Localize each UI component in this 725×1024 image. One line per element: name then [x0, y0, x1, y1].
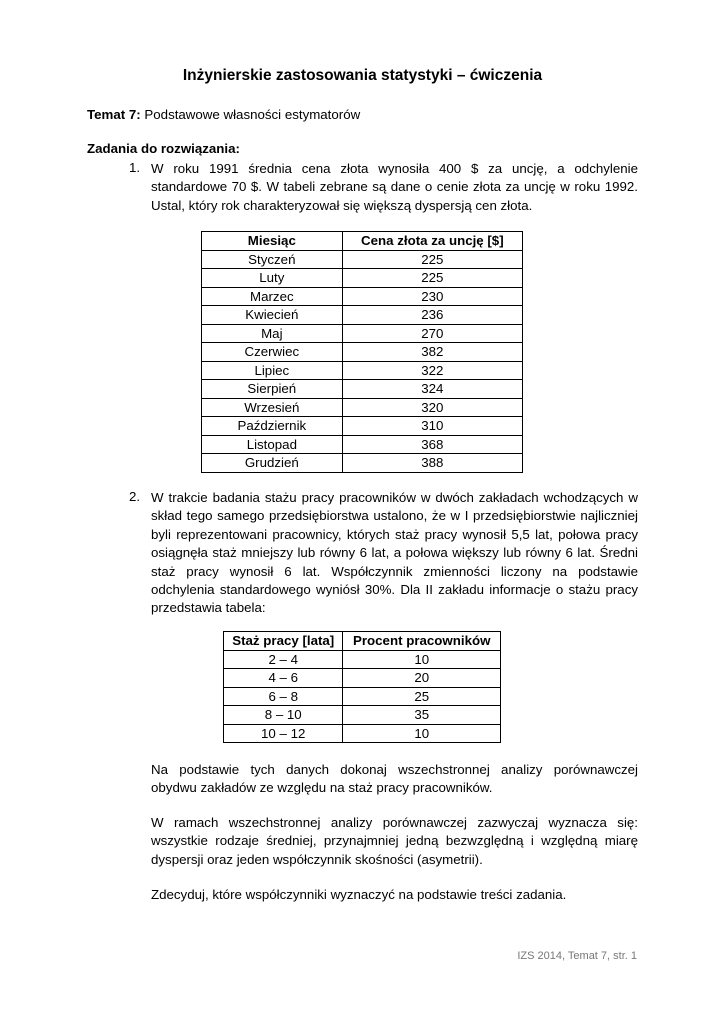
paragraph-line: wszystkie rodzaje średniej, przynajmniej jedną bezwzględną i względną miarę	[151, 833, 638, 849]
month-cell: Sierpień	[202, 380, 343, 399]
month-cell: Lipiec	[202, 361, 343, 380]
month-cell: Październik	[202, 417, 343, 436]
price-cell: 322	[342, 361, 522, 380]
task2-paragraph-analysis	[151, 761, 638, 798]
task2-paragraph-method	[151, 814, 638, 869]
table-row	[202, 250, 523, 269]
percent-cell: 25	[343, 687, 501, 706]
month-cell: Czerwiec	[202, 343, 343, 362]
column-header: Miesiąc	[202, 232, 343, 251]
task1-text	[151, 160, 638, 215]
task2-text	[151, 489, 638, 618]
price-cell: 230	[342, 287, 522, 306]
price-cell: 310	[342, 417, 522, 436]
range-cell: 10 – 12	[224, 724, 343, 743]
column-header: Staż pracy [lata]	[224, 632, 343, 651]
paragraph-line: obydwu zakładów ze względu na staż pracy pracowników.	[151, 780, 493, 796]
task1-line: Ustal, który rok charakteryzował się większą dyspersją cen złota.	[151, 197, 533, 213]
table-row	[202, 361, 523, 380]
task2-line: W trakcie badania stażu pracy pracowników w dwóch zakładach wchodzących w	[151, 490, 638, 505]
price-cell: 225	[342, 269, 522, 288]
table-row	[202, 324, 523, 343]
page-title: Inżynierskie zastosowania statystyki – ćwiczenia	[182, 67, 543, 84]
task1-line: standardowe 70 $. W tabeli zebrane są dane o cenie złota za uncję w roku 1992.	[151, 179, 638, 195]
table-header-row	[224, 632, 501, 651]
percent-cell: 10	[343, 650, 501, 669]
month-cell: Marzec	[202, 287, 343, 306]
work-experience-table	[223, 631, 501, 743]
gold-price-table	[201, 231, 523, 473]
topic-label: Temat 7:	[87, 107, 141, 122]
page-footer: IZS 2014, Temat 7, str. 1	[517, 950, 637, 962]
task1-line: W roku 1991 średnia cena złota wynosiła 400 $ za uncję, a odchylenie	[151, 161, 638, 176]
table-row	[202, 269, 523, 288]
price-cell: 225	[342, 250, 522, 269]
paragraph-line: W ramach wszechstronnej analizy porównawczej zazwyczaj wyznacza się:	[151, 815, 638, 830]
price-cell: 320	[342, 398, 522, 417]
month-cell: Listopad	[202, 435, 343, 454]
task2-line: przedstawia tabela:	[151, 600, 266, 616]
topic-line	[87, 107, 360, 122]
range-cell: 4 – 6	[224, 669, 343, 688]
paragraph-line: dyspersji oraz jeden współczynnik skośności (asymetrii).	[151, 851, 483, 867]
column-header: Cena złota za uncję [$]	[342, 232, 522, 251]
table-row	[202, 417, 523, 436]
month-cell: Luty	[202, 269, 343, 288]
percent-cell: 35	[343, 706, 501, 725]
table-row	[202, 287, 523, 306]
paragraph-line: Na podstawie tych danych dokonaj wszechstronnej analizy porównawczej	[151, 762, 638, 777]
price-cell: 382	[342, 343, 522, 362]
table-row	[224, 650, 501, 669]
range-cell: 8 – 10	[224, 706, 343, 725]
tasks-heading: Zadania do rozwiązania:	[87, 141, 240, 156]
task2-line: odchylenia standardowego wyniósł 30%. Dla II zakładu informacje o stażu pracy	[151, 582, 638, 598]
price-cell: 368	[342, 435, 522, 454]
table-row	[224, 687, 501, 706]
table-row	[224, 706, 501, 725]
table-row	[202, 343, 523, 362]
price-cell: 324	[342, 380, 522, 399]
task2-line: skład tego samego przedsiębiorstwa ustalono, że w I przedsiębiorstwie najliczniej	[151, 508, 638, 524]
task1-number: 1.	[129, 160, 141, 175]
table-row	[224, 669, 501, 688]
month-cell: Grudzień	[202, 454, 343, 473]
month-cell: Kwiecień	[202, 306, 343, 325]
month-cell: Styczeń	[202, 250, 343, 269]
month-cell: Wrzesień	[202, 398, 343, 417]
table-row	[202, 435, 523, 454]
month-cell: Maj	[202, 324, 343, 343]
paragraph-line: Zdecyduj, które współczynniki wyznaczyć na podstawie treści zadania.	[151, 887, 567, 902]
task2-number: 2.	[129, 489, 141, 504]
table-row	[224, 724, 501, 743]
task2-line: osiągnęła staż mniejszy lub równy 6 lat, a połowa większy lub równy 6 lat. Średni	[151, 545, 638, 561]
task2-line: byli reprezentowani pracownicy, których staż pracy wynosił 5,5 lat, połowa pracy	[151, 526, 638, 542]
table-row	[202, 306, 523, 325]
percent-cell: 10	[343, 724, 501, 743]
price-cell: 236	[342, 306, 522, 325]
table-row	[202, 454, 523, 473]
task2-paragraph-decide	[151, 886, 638, 904]
percent-cell: 20	[343, 669, 501, 688]
table-row	[202, 380, 523, 399]
price-cell: 270	[342, 324, 522, 343]
price-cell: 388	[342, 454, 522, 473]
range-cell: 2 – 4	[224, 650, 343, 669]
table-row	[202, 398, 523, 417]
topic-text: Podstawowe własności estymatorów	[144, 107, 361, 122]
column-header: Procent pracowników	[343, 632, 501, 651]
range-cell: 6 – 8	[224, 687, 343, 706]
task2-line: staż pracy wynosił 6 lat. Współczynnik zmienności liczony na podstawie	[151, 563, 638, 579]
table-header-row	[202, 232, 523, 251]
